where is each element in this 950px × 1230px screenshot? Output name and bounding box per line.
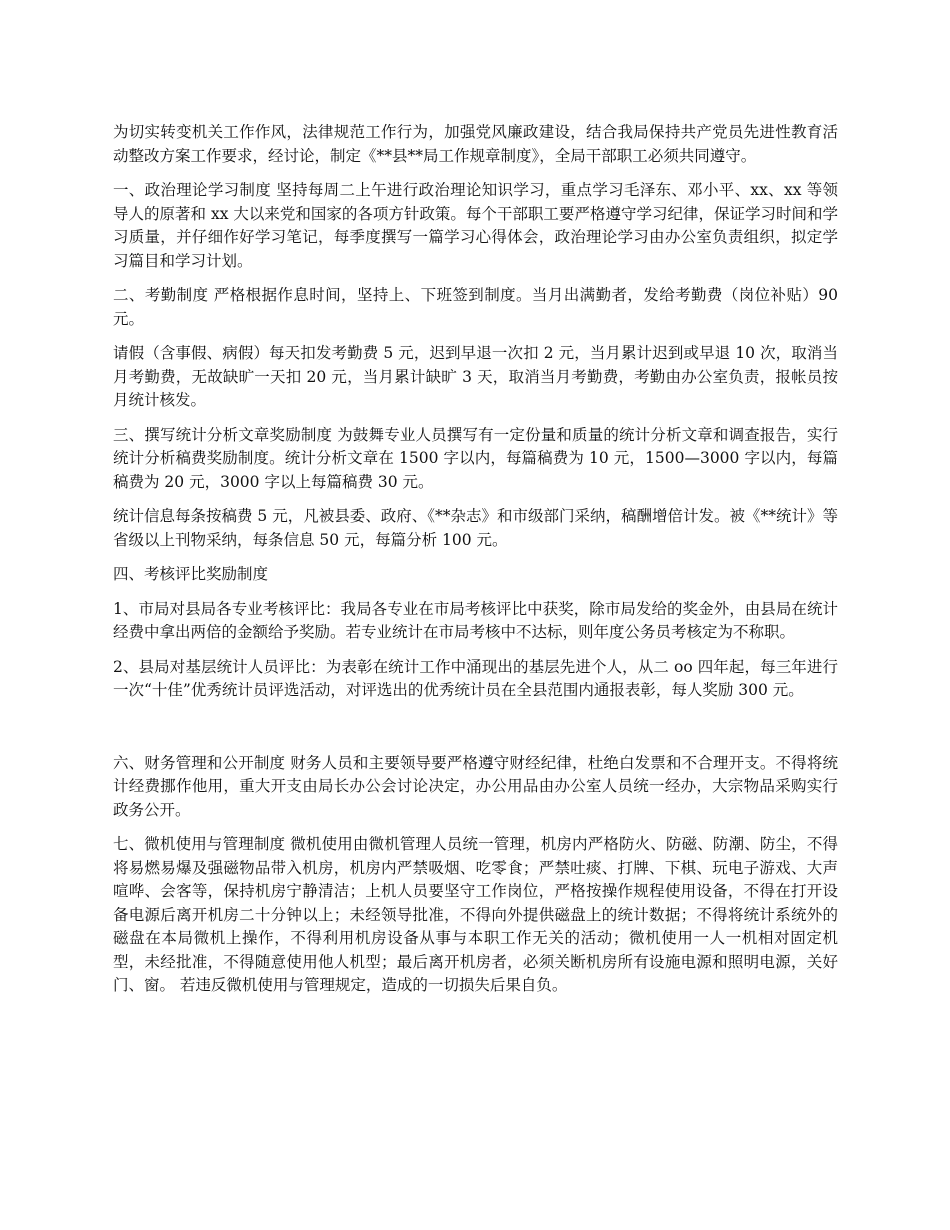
section-4-heading: 四、考核评比奖励制度 (113, 565, 269, 583)
item-1-city-evaluation: 1、市局对县局各专业考核评比：我局各专业在市局考核评比中获奖，除市局发给的奖金外，由县局在统计经费中拿出两倍的金额给予奖励。若专业统计在市局考核中不达标，则年度公务员考核定为不称职。 (113, 599, 838, 641)
section-1-political-study: 一、政治理论学习制度 坚持每周二上午进行政治理论知识学习，重点学习毛泽东、邓小平、xx、xx 等领导人的原著和 xx 大以来党和国家的各项方针政策。每个干部职工要严格遵守学习纪律，保证学习时间和学习质量，并仔细作好学习笔记，每季度撰写一篇学习心得体会，政治理论学习由办公室负责组织，拟定学习篇目和学习计划。 (113, 181, 838, 270)
statistics-info-fee-paragraph: 统计信息每条按稿费 5 元，凡被县委、政府、《**杂志》和市级部门采纳，稿酬增倍计发。被《**统计》等省级以上刊物采纳，每条信息 50 元，每篇分析 100 元。 (113, 507, 838, 549)
section-6-finance: 六、财务管理和公开制度 财务人员和主要领导要严格遵守财经纪律，杜绝白发票和不合理开支。不得将统计经费挪作他用，重大开支由局长办公会讨论决定，办公用品由办公室人员统一经办，大宗物品采购实行政务公开。 (113, 753, 838, 819)
intro-paragraph: 为切实转变机关工作作风，法律规范工作行为，加强党风廉政建设，结合我局保持共产党员先进性教育活动整改方案工作要求，经讨论，制定《**县**局工作规章制度》，全局干部职工必须共同遵守。 (113, 123, 838, 165)
section-7-computer-use: 七、微机使用与管理制度 微机使用由微机管理人员统一管理，机房内严格防火、防磁、防潮、防尘，不得将易燃易爆及强磁物品带入机房，机房内严禁吸烟、吃零食；严禁吐痰、打牌、下棋、玩电子游戏、大声喧哗、会客等，保持机房宁静清洁；上机人员要坚守工作岗位，严格按操作规程使用设备，不得在打开设备电源后离开机房二十分钟以上；未经领导批准，不得向外提供磁盘上的统计数据；不得将统计系统外的磁盘在本局微机上操作，不得利用机房设备从事与本职工作无关的活动；微机使用一人一机相对固定机型，未经批准，不得随意使用他人机型；最后离开机房者，必须关断机房所有设施电源和照明电源，关好门、窗。 若违反微机使用与管理规定，造成的一切损失后果自负。 (113, 835, 838, 994)
document-page (113, 121, 838, 1009)
blank-space (113, 714, 838, 752)
section-2-attendance: 二、考勤制度 严格根据作息时间，坚持上、下班签到制度。当月出满勤者，发给考勤费（岗位补贴）90 元。 (113, 286, 838, 328)
section-3-article-reward: 三、撰写统计分析文章奖励制度 为鼓舞专业人员撰写有一定份量和质量的统计分析文章和调查报告，实行统计分析稿费奖励制度。统计分析文章在 1500 字以内，每篇稿费为 10 元，1500—3000 字以内，每篇稿费为 20 元，3000 字以上每篇稿费 30 元。 (113, 425, 838, 491)
leave-deduction-paragraph: 请假（含事假、病假）每天扣发考勤费 5 元，迟到早退一次扣 2 元，当月累计迟到或早退 10 次，取消当月考勤费，无故缺旷一天扣 20 元，当月累计缺旷 3 天，取消当月考勤费，考勤由办公室负责，报帐员按月统计核发。 (113, 344, 838, 409)
item-2-county-evaluation: 2、县局对基层统计人员评比：为表彰在统计工作中涌现出的基层先进个人，从二 oo 四年起，每三年进行一次“十佳”优秀统计员评选活动，对评选出的优秀统计员在全县范围内通报表彰，每人奖励 300 元。 (113, 657, 838, 699)
